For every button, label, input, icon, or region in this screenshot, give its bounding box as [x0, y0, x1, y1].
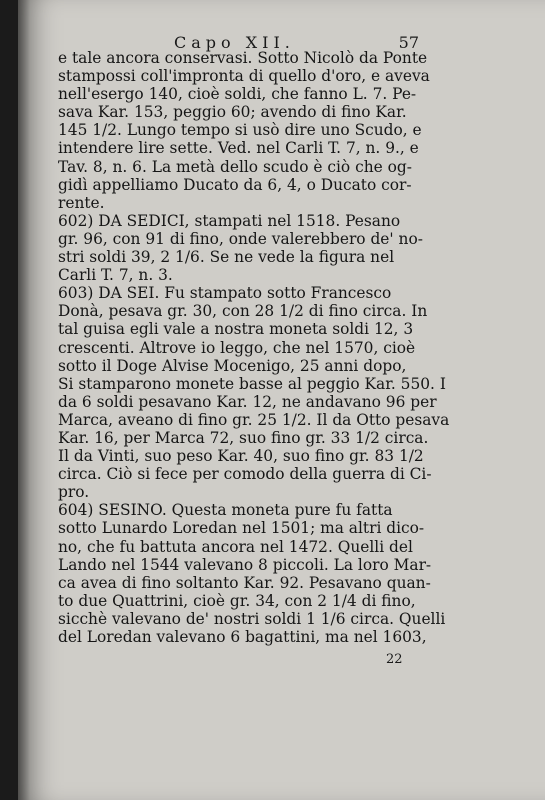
text-line: rente.: [58, 193, 105, 212]
text-line: Lando nel 1544 valevano 8 piccoli. La loro Mar-: [58, 555, 432, 574]
text-line: da 6 soldi pesavano Kar. 12, ne andavano 96 per: [58, 392, 437, 411]
text-line: ca avea di fino soltanto Kar. 92. Pesavano quan-: [58, 573, 431, 592]
text-line: Marca, aveano di fino gr. 25 1/2. Il da Otto pesava: [58, 410, 450, 429]
text-line: Donà, pesava gr. 30, con 28 1/2 di fino circa. In: [58, 302, 428, 321]
page-number: 57: [398, 33, 419, 52]
signature-mark: 22: [386, 652, 403, 667]
text-line: sava Kar. 153, peggio 60; avendo di fino Kar.: [58, 103, 407, 122]
running-title: Capo XII.: [174, 33, 295, 52]
text-line: stri soldi 39, 2 1/6. Se ne vede la figura nel: [58, 248, 395, 267]
text-line: Carli T. 7, n. 3.: [58, 266, 173, 285]
text-line: e tale ancora conservasi. Sotto Nicolò da Ponte: [58, 49, 428, 67]
text-line: Si stamparono monete basse al peggio Kar. 550. I: [58, 374, 446, 393]
text-line: crescenti. Altrove io leggo, che nel 1570, cioè: [58, 338, 416, 357]
text-line: sotto Lunardo Loredan nel 1501; ma altri dico-: [58, 519, 425, 538]
text-line: del Loredan valevano 6 bagattini, ma nel 1603,: [58, 628, 427, 646]
text-line: to due Quattrini, cioè gr. 34, con 2 1/4 di fino,: [58, 591, 416, 610]
text-line: stampossi coll'impronta di quello d'oro, e aveva: [58, 67, 430, 86]
text-line: Tav. 8, n. 6. La metà dello scudo è ciò che og-: [58, 157, 412, 176]
text-line: gr. 96, con 91 di fino, onde valerebbero de' no-: [58, 229, 423, 248]
text-line: circa. Ciò si fece per comodo della guerra di Ci-: [58, 465, 432, 484]
text-line: 603) DA SEI. Fu stampato sotto Francesco: [58, 284, 392, 303]
text-line: intendere lire sette. Ved. nel Carli T. 7, n. 9., e: [58, 139, 419, 158]
text-line: gidì appelliamo Ducato da 6, 4, o Ducato cor-: [58, 175, 412, 194]
text-line: Kar. 16, per Marca 72, suo fino gr. 33 1/2 circa.: [58, 428, 429, 447]
text-line: no, che fu battuta ancora nel 1472. Quelli del: [58, 537, 413, 556]
text-line: 602) DA SEDICI, stampati nel 1518. Pesano: [58, 211, 401, 230]
text-line: sotto il Doge Alvise Mocenigo, 25 anni dopo,: [58, 356, 407, 375]
text-line: 604) SESINO. Questa moneta pure fu fatta: [58, 501, 393, 520]
text-line: nell'esergo 140, cioè soldi, che fanno L. 7. Pe-: [58, 85, 417, 104]
text-line: sicchè valevano de' nostri soldi 1 1/6 circa. Quelli: [58, 609, 446, 628]
text-line: 145 1/2. Lungo tempo si usò dire uno Scudo, e: [58, 121, 422, 140]
text-line: pro.: [58, 483, 90, 502]
text-line: Il da Vinti, suo peso Kar. 40, suo fino gr. 83 1/2: [58, 447, 424, 466]
body-text: [58, 49, 513, 646]
book-page: [18, 0, 545, 800]
text-line: tal guisa egli vale a nostra moneta soldi 12, 3: [58, 320, 414, 339]
